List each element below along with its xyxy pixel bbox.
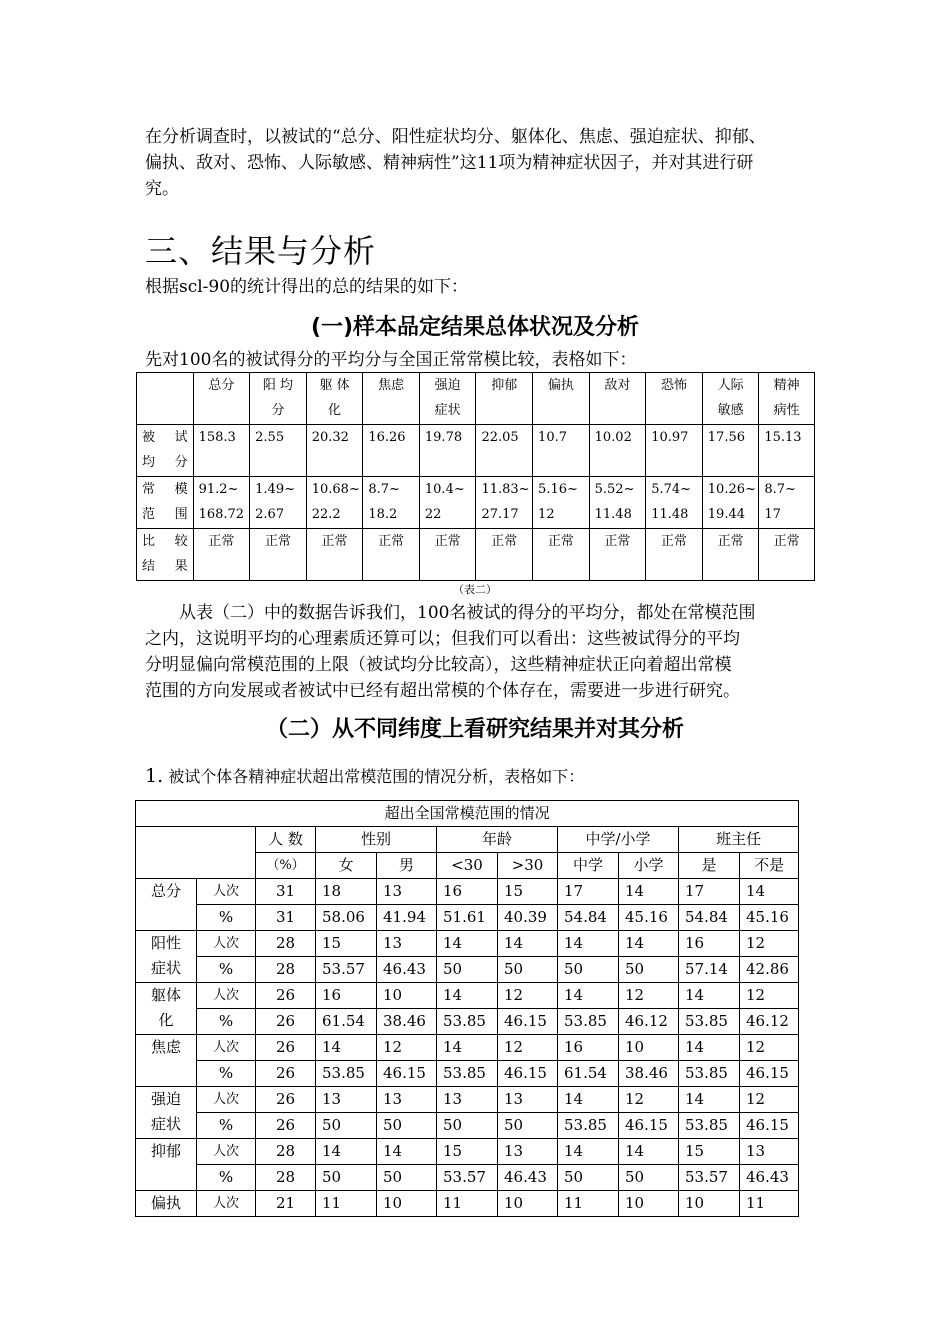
factor-name: 总分: [136, 879, 197, 931]
table-row: [136, 957, 799, 983]
table-cell: 53.57: [316, 957, 377, 983]
table-cell: 14: [679, 1087, 740, 1113]
table-cell: 18: [316, 879, 377, 905]
table-cell: 15: [316, 931, 377, 957]
table-cell: 46.15: [498, 1009, 558, 1035]
table-cell: 12: [377, 1035, 437, 1061]
table-cell: 46.43: [740, 1165, 799, 1191]
table-cell: 53.85: [679, 1009, 740, 1035]
table-cell: 19.78: [419, 425, 476, 477]
table-cell: 正常: [702, 529, 759, 581]
table-cell: 14: [558, 983, 619, 1009]
subgroup-header: >30: [498, 853, 558, 879]
table-cell: 16.26: [363, 425, 420, 477]
section-title: 三、结果与分析: [145, 232, 377, 270]
table-cell: 17: [679, 879, 740, 905]
section-intro: 根据scl-90的统计得出的总的结果的如下：: [145, 277, 469, 297]
table-cell: 50: [619, 957, 679, 983]
table-cell: 10: [619, 1035, 679, 1061]
subsection-1-title: (一)样本品定结果总体状况及分析: [310, 315, 640, 340]
table-cell: 8.7~ 18.2: [363, 477, 420, 529]
table-cell: 14: [740, 879, 799, 905]
table-cell: 13: [377, 931, 437, 957]
table-cell: 13: [498, 1139, 558, 1165]
table-cell: 13: [498, 1087, 558, 1113]
analysis-line: 分明显偏向常模范围的上限（被试均分比较高），这些精神症状正向着超出常模: [145, 655, 732, 675]
table-cell: 14: [558, 1087, 619, 1113]
table-cell: 38.46: [619, 1061, 679, 1087]
table-cell: 10.02: [589, 425, 646, 477]
table-cell: 正常: [476, 529, 533, 581]
table-cell: 54.84: [679, 905, 740, 931]
table-cell: 16: [558, 1035, 619, 1061]
table-cell: 10.26~ 19.44: [702, 477, 759, 529]
table-cell: 46.12: [619, 1009, 679, 1035]
table-cell: 10: [377, 983, 437, 1009]
row-kind: 人次: [197, 1191, 256, 1217]
subgroup-header: 中学: [558, 853, 619, 879]
table-cell: 14: [377, 1139, 437, 1165]
table-row: [136, 905, 799, 931]
table-cell: 28: [256, 1165, 316, 1191]
table-row: [136, 1139, 799, 1165]
table-cell: 53.85: [558, 1113, 619, 1139]
table-cell: 16: [679, 931, 740, 957]
column-header: 阳 均 分: [250, 373, 307, 425]
row-kind: %: [197, 1113, 256, 1139]
table-cell: 53.85: [558, 1009, 619, 1035]
intro-line: 偏执、敌对、恐怖、人际敏感、精神病性”这11项为精神症状因子，并对其进行研: [145, 153, 754, 173]
table-cell: 10: [498, 1191, 558, 1217]
table-cell: 45.16: [619, 905, 679, 931]
column-header: 总分: [193, 373, 250, 425]
table-cell: 42.86: [740, 957, 799, 983]
table-cell: 46.15: [740, 1113, 799, 1139]
table-cell: 26: [256, 983, 316, 1009]
table-cell: 50: [316, 1165, 377, 1191]
row-kind: 人次: [197, 1035, 256, 1061]
table-cell: 5.52~ 11.48: [589, 477, 646, 529]
table-cell: 13: [377, 1087, 437, 1113]
table-cell: 16: [316, 983, 377, 1009]
table-cell: 正常: [363, 529, 420, 581]
table-cell: 正常: [589, 529, 646, 581]
table-cell: 12: [498, 983, 558, 1009]
subgroup-header: 小学: [619, 853, 679, 879]
table-cell: 53.85: [437, 1009, 498, 1035]
column-header: 偏执: [533, 373, 590, 425]
column-header: 恐怖: [646, 373, 703, 425]
table-title-row: [136, 801, 799, 827]
exceed-norm-table: [135, 800, 799, 1217]
analysis-line: 从表（二）中的数据告诉我们，100名被试的得分的平均分，都处在常模范围: [179, 603, 756, 623]
table-cell: 50: [498, 1113, 558, 1139]
table-cell: 26: [256, 1035, 316, 1061]
column-header: 抑郁: [476, 373, 533, 425]
table-cell: 50: [498, 957, 558, 983]
group-header: 班主任: [679, 827, 799, 853]
count-unit-header: （%）: [256, 853, 316, 879]
table-row: [136, 931, 799, 957]
group-header: 中学/小学: [558, 827, 679, 853]
table-cell: 12: [740, 983, 799, 1009]
table-row: [136, 1035, 799, 1061]
table-row: [136, 1087, 799, 1113]
table-cell: 14: [316, 1139, 377, 1165]
table-cell: 17: [558, 879, 619, 905]
table-cell: 11: [316, 1191, 377, 1217]
table-cell: 50: [437, 957, 498, 983]
table-cell: 31: [256, 879, 316, 905]
table-cell: 13: [377, 879, 437, 905]
item-text: 被试个体各精神症状超出常模范围的情况分析，表格如下：: [168, 767, 585, 786]
intro-line: 究。: [145, 179, 179, 199]
table-cell: 54.84: [558, 905, 619, 931]
table-cell: 20.32: [306, 425, 363, 477]
table-cell: 58.06: [316, 905, 377, 931]
mean-score-table: [136, 372, 815, 581]
table1-lead: 先对100名的被试得分的平均分与全国正常常模比较，表格如下：: [145, 350, 637, 370]
row-kind: 人次: [197, 1139, 256, 1165]
row-kind: 人次: [197, 931, 256, 957]
table-cell: 正常: [250, 529, 307, 581]
table-cell: 50: [377, 1113, 437, 1139]
column-header: 敌对: [589, 373, 646, 425]
subgroup-header: 不是: [740, 853, 799, 879]
table-cell: 28: [256, 1139, 316, 1165]
table-cell: 46.12: [740, 1009, 799, 1035]
table-cell: 14: [558, 1139, 619, 1165]
analysis-paragraph: [145, 600, 810, 704]
table-cell: 22.05: [476, 425, 533, 477]
table-cell: 2.55: [250, 425, 307, 477]
table-cell: 50: [377, 1165, 437, 1191]
table-cell: 10: [679, 1191, 740, 1217]
table-cell: 5.74~ 11.48: [646, 477, 703, 529]
row-kind: 人次: [197, 983, 256, 1009]
table-cell: 26: [256, 1113, 316, 1139]
table-cell: 40.39: [498, 905, 558, 931]
table-cell: 38.46: [377, 1009, 437, 1035]
table-cell: 46.15: [377, 1061, 437, 1087]
table-cell: 14: [619, 1139, 679, 1165]
row-kind: %: [197, 1061, 256, 1087]
table-row: [136, 1113, 799, 1139]
factor-name: 抑郁: [136, 1139, 197, 1191]
table-cell: 15: [437, 1139, 498, 1165]
table-cell: 158.3: [193, 425, 250, 477]
table-cell: 50: [619, 1165, 679, 1191]
table-cell: 10: [619, 1191, 679, 1217]
table-cell: 12: [498, 1035, 558, 1061]
table-cell: 正常: [419, 529, 476, 581]
table-cell: 46.15: [619, 1113, 679, 1139]
table-cell: 11: [437, 1191, 498, 1217]
table-cell: 正常: [306, 529, 363, 581]
item-number: 1.: [145, 765, 164, 787]
table-cell: 14: [316, 1035, 377, 1061]
analysis-line: 之内，这说明平均的心理素质还算可以；但我们可以看出：这些被试得分的平均: [145, 629, 740, 649]
table-cell: 14: [437, 931, 498, 957]
table-cell: 51.61: [437, 905, 498, 931]
table-cell: 15: [679, 1139, 740, 1165]
subgroup-header: 是: [679, 853, 740, 879]
table-cell: 26: [256, 1061, 316, 1087]
table-cell: 15.13: [759, 425, 815, 477]
row-kind: %: [197, 1009, 256, 1035]
factor-name: 躯体 化: [136, 983, 197, 1035]
table-row: [136, 1061, 799, 1087]
table-cell: 12: [619, 1087, 679, 1113]
table-cell: 53.57: [679, 1165, 740, 1191]
table-cell: 正常: [193, 529, 250, 581]
group-header: 性别: [316, 827, 437, 853]
table-row: [137, 529, 815, 581]
factor-name: 焦虑: [136, 1035, 197, 1087]
row-label: 比 较 结 果: [137, 529, 194, 581]
table-cell: 10.4~ 22: [419, 477, 476, 529]
table-cell: 46.15: [740, 1061, 799, 1087]
table-cell: 26: [256, 1009, 316, 1035]
table-cell: 50: [316, 1113, 377, 1139]
table-cell: 11: [740, 1191, 799, 1217]
row-kind: %: [197, 957, 256, 983]
subsection-2-title: （二）从不同纬度上看研究结果并对其分析: [265, 717, 684, 742]
table-cell: 57.14: [679, 957, 740, 983]
table-cell: 12: [740, 1035, 799, 1061]
table-row: [137, 425, 815, 477]
table-cell: 46.15: [498, 1061, 558, 1087]
table-cell: 15: [498, 879, 558, 905]
table-cell: 14: [437, 1035, 498, 1061]
row-label: 被 试 均 分: [137, 425, 194, 477]
table-cell: 13: [437, 1087, 498, 1113]
row-label: 常 模 范 围: [137, 477, 194, 529]
table-row: [136, 1191, 799, 1217]
table-cell: 21: [256, 1191, 316, 1217]
table-row: [136, 1165, 799, 1191]
table-cell: 31: [256, 905, 316, 931]
table-cell: 13: [740, 1139, 799, 1165]
table-cell: 12: [740, 1087, 799, 1113]
column-header: 躯 体 化: [306, 373, 363, 425]
table-cell: 50: [558, 1165, 619, 1191]
row-kind: 人次: [197, 879, 256, 905]
table-cell: 正常: [533, 529, 590, 581]
count-header: 人 数: [256, 827, 316, 853]
table-title: 超出全国常模范围的情况: [136, 801, 799, 827]
table-cell: 53.85: [316, 1061, 377, 1087]
table-cell: 14: [498, 931, 558, 957]
table-cell: 10.7: [533, 425, 590, 477]
factor-name: 偏执: [136, 1191, 197, 1217]
table-cell: 10: [377, 1191, 437, 1217]
table-cell: 12: [619, 983, 679, 1009]
table-cell: 11: [558, 1191, 619, 1217]
table-cell: 正常: [646, 529, 703, 581]
table-cell: 45.16: [740, 905, 799, 931]
table-cell: 28: [256, 931, 316, 957]
table-cell: 12: [740, 931, 799, 957]
table-cell: 13: [316, 1087, 377, 1113]
table-cell: 26: [256, 1087, 316, 1113]
table-cell: 50: [437, 1113, 498, 1139]
corner-cell: [137, 373, 194, 425]
table-cell: 28: [256, 957, 316, 983]
subgroup-header: <30: [437, 853, 498, 879]
table-cell: 53.57: [437, 1165, 498, 1191]
table-cell: 14: [679, 1035, 740, 1061]
table-cell: 61.54: [316, 1009, 377, 1035]
table-cell: 14: [437, 983, 498, 1009]
table-cell: 10.97: [646, 425, 703, 477]
table-cell: 50: [558, 957, 619, 983]
subgroup-header: 女: [316, 853, 377, 879]
table-cell: 46.43: [377, 957, 437, 983]
table-cell: 17.56: [702, 425, 759, 477]
corner-cell: [136, 827, 256, 879]
table-cell: 41.94: [377, 905, 437, 931]
table-cell: 53.85: [679, 1061, 740, 1087]
column-header: 人际 敏感: [702, 373, 759, 425]
row-kind: %: [197, 1165, 256, 1191]
table-cell: 10.68~ 22.2: [306, 477, 363, 529]
table-cell: 14: [679, 983, 740, 1009]
intro-paragraph: [145, 124, 810, 202]
table-row: [137, 477, 815, 529]
table-row: [136, 983, 799, 1009]
table-cell: 46.43: [498, 1165, 558, 1191]
table-cell: 53.85: [679, 1113, 740, 1139]
subgroup-header: 男: [377, 853, 437, 879]
table-cell: 1.49~ 2.67: [250, 477, 307, 529]
analysis-line: 范围的方向发展或者被试中已经有超出常模的个体存在，需要进一步进行研究。: [145, 681, 740, 701]
column-header: 焦虑: [363, 373, 420, 425]
table-cell: 正常: [759, 529, 815, 581]
row-kind: 人次: [197, 1087, 256, 1113]
table-cell: 5.16~ 12: [533, 477, 590, 529]
table-cell: 14: [619, 879, 679, 905]
table-cell: 8.7~ 17: [759, 477, 815, 529]
column-header: 精神 病性: [759, 373, 815, 425]
table-cell: 91.2~ 168.72: [193, 477, 250, 529]
table-row: [136, 879, 799, 905]
factor-name: 强迫 症状: [136, 1087, 197, 1139]
group-header: 年龄: [437, 827, 558, 853]
table-cell: 53.85: [437, 1061, 498, 1087]
table-cell: 14: [619, 931, 679, 957]
table-cell: 14: [558, 931, 619, 957]
item-1-heading: [145, 764, 584, 787]
factor-name: 阳性 症状: [136, 931, 197, 983]
group-header-row: [136, 827, 799, 853]
table-cell: 61.54: [558, 1061, 619, 1087]
table-row: [136, 1009, 799, 1035]
table-caption: （表二）: [453, 583, 497, 596]
intro-line: 在分析调查时，以被试的“总分、阳性症状均分、躯体化、焦虑、强迫症状、抑郁、: [145, 127, 766, 147]
table-cell: 11.83~ 27.17: [476, 477, 533, 529]
table-cell: 16: [437, 879, 498, 905]
table-header-row: [137, 373, 815, 425]
row-kind: %: [197, 905, 256, 931]
column-header: 强迫 症状: [419, 373, 476, 425]
